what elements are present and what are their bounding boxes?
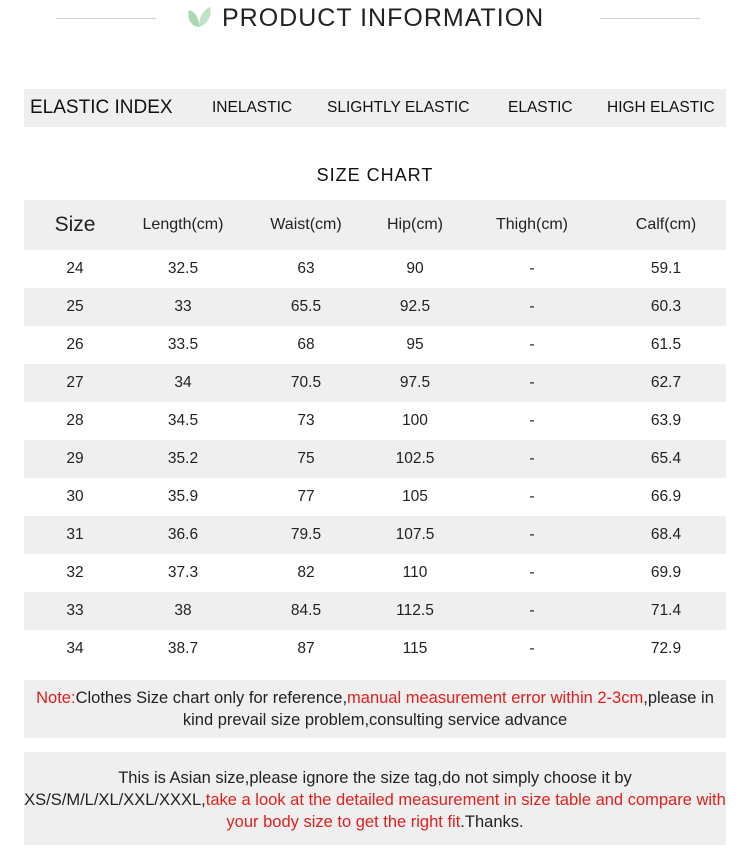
table-cell: 102.5 [395, 450, 435, 467]
table-cell: 107.5 [395, 526, 435, 543]
table-cell: 66.9 [650, 488, 682, 505]
header-rule-right [600, 18, 700, 19]
table-row [24, 592, 726, 630]
table-cell: 92.5 [399, 298, 431, 315]
table-cell: 75 [297, 450, 315, 467]
column-header: Calf(cm) [635, 216, 697, 233]
table-cell: 95 [406, 336, 424, 353]
elastic-option-inelastic: INELASTIC [212, 99, 293, 116]
size-chart-body [24, 250, 726, 668]
table-row [24, 364, 726, 402]
table-row [24, 402, 726, 440]
table-cell: 34.5 [167, 412, 199, 429]
table-row [24, 440, 726, 478]
table-cell: 25 [66, 298, 84, 315]
table-cell: 30 [66, 488, 84, 505]
table-cell: 97.5 [399, 374, 431, 391]
table-cell: 33 [174, 298, 192, 315]
reference-note [24, 680, 726, 738]
table-cell: 27 [66, 374, 84, 391]
table-cell: 72.9 [650, 640, 682, 657]
table-cell: 84.5 [290, 602, 322, 619]
table-cell: 31 [66, 526, 84, 543]
table-cell: 34 [174, 374, 192, 391]
table-cell: 105 [402, 488, 428, 505]
table-cell: 112.5 [396, 602, 434, 619]
table-cell: 100 [402, 412, 428, 429]
table-cell: - [529, 412, 535, 429]
header-rule-left [56, 18, 156, 19]
asian-size-highlight: take a look at the detailed measurement in size table and compare with your body size to get the right fit [205, 791, 726, 831]
table-cell: 32 [66, 564, 84, 581]
table-cell: 71.4 [650, 602, 682, 619]
table-cell: 28 [66, 412, 84, 429]
table-cell: 60.3 [650, 298, 682, 315]
table-cell: 73 [297, 412, 315, 429]
table-cell: 35.2 [167, 450, 199, 467]
table-header-row [24, 200, 726, 250]
table-cell: 59.1 [650, 260, 682, 277]
table-cell: 33 [66, 602, 84, 619]
table-row [24, 516, 726, 554]
note-highlight: manual measurement error within 2-3cm [347, 689, 644, 707]
table-row [24, 478, 726, 516]
table-row [24, 288, 726, 326]
table-cell: 65.5 [290, 298, 322, 315]
column-header: Waist(cm) [270, 216, 342, 233]
size-chart-table [24, 200, 726, 668]
header [0, 0, 750, 40]
table-cell: 63 [297, 260, 315, 277]
note-text: Clothes Size chart only for reference, [75, 689, 348, 707]
table-cell: 82 [297, 564, 315, 581]
table-cell: - [529, 564, 535, 581]
table-cell: 110 [402, 564, 428, 581]
column-header: Thigh(cm) [495, 216, 568, 233]
note-text-end: ,please in kind prevail size problem,consulting service advance [182, 689, 714, 729]
table-row [24, 250, 726, 288]
table-row [24, 554, 726, 592]
table-cell: - [529, 488, 535, 505]
table-cell: 32.5 [167, 260, 199, 277]
table-row [24, 630, 726, 668]
asian-size-text: This is Asian size,please ignore the size tag,do not simply choose it by XS/S/M/L/XL/XXL/XXXL, [24, 769, 632, 809]
table-cell: 68.4 [650, 526, 682, 543]
column-header: Hip(cm) [387, 216, 443, 233]
elastic-index-bar [24, 89, 726, 127]
column-header: Size [54, 213, 96, 236]
table-cell: 33.5 [167, 336, 199, 353]
table-cell: 35.9 [167, 488, 199, 505]
table-cell: 38 [174, 602, 192, 619]
table-cell: 61.5 [650, 336, 682, 353]
table-cell: 38.7 [167, 640, 199, 657]
page-title: PRODUCT INFORMATION [222, 4, 545, 32]
table-cell: 26 [66, 336, 84, 353]
table-cell: - [529, 450, 535, 467]
note-label: Note: [36, 689, 76, 707]
table-cell: 79.5 [290, 526, 322, 543]
column-header: Length(cm) [142, 216, 224, 233]
table-cell: 37.3 [167, 564, 199, 581]
elastic-index-title: ELASTIC INDEX [30, 97, 173, 118]
table-cell: - [529, 602, 535, 619]
asian-size-text-end: .Thanks. [460, 813, 524, 831]
elastic-option-slightly-elastic: SLIGHTLY ELASTIC [327, 99, 470, 116]
table-row [24, 326, 726, 364]
table-cell: 24 [66, 260, 84, 277]
size-chart-title: SIZE CHART [316, 165, 434, 185]
table-cell: 29 [66, 450, 84, 467]
table-cell: 115 [402, 640, 428, 657]
table-cell: - [529, 336, 535, 353]
table-cell: 36.6 [167, 526, 199, 543]
table-cell: 77 [297, 488, 315, 505]
table-cell: 70.5 [290, 374, 322, 391]
table-cell: - [529, 298, 535, 315]
table-cell: 62.7 [650, 374, 682, 391]
table-cell: 34 [66, 640, 84, 657]
elastic-option-high-elastic: HIGH ELASTIC [607, 99, 715, 116]
table-cell: 65.4 [650, 450, 682, 467]
elastic-option-elastic: ELASTIC [508, 99, 573, 116]
table-cell: - [529, 374, 535, 391]
leaf-icon [186, 6, 212, 28]
table-cell: 68 [297, 336, 315, 353]
asian-size-notice [24, 752, 726, 845]
table-cell: 69.9 [650, 564, 682, 581]
table-cell: 90 [406, 260, 424, 277]
table-cell: - [529, 640, 535, 657]
table-cell: - [529, 526, 535, 543]
table-cell: 87 [297, 640, 315, 657]
table-cell: 63.9 [650, 412, 682, 429]
table-cell: - [529, 260, 535, 277]
